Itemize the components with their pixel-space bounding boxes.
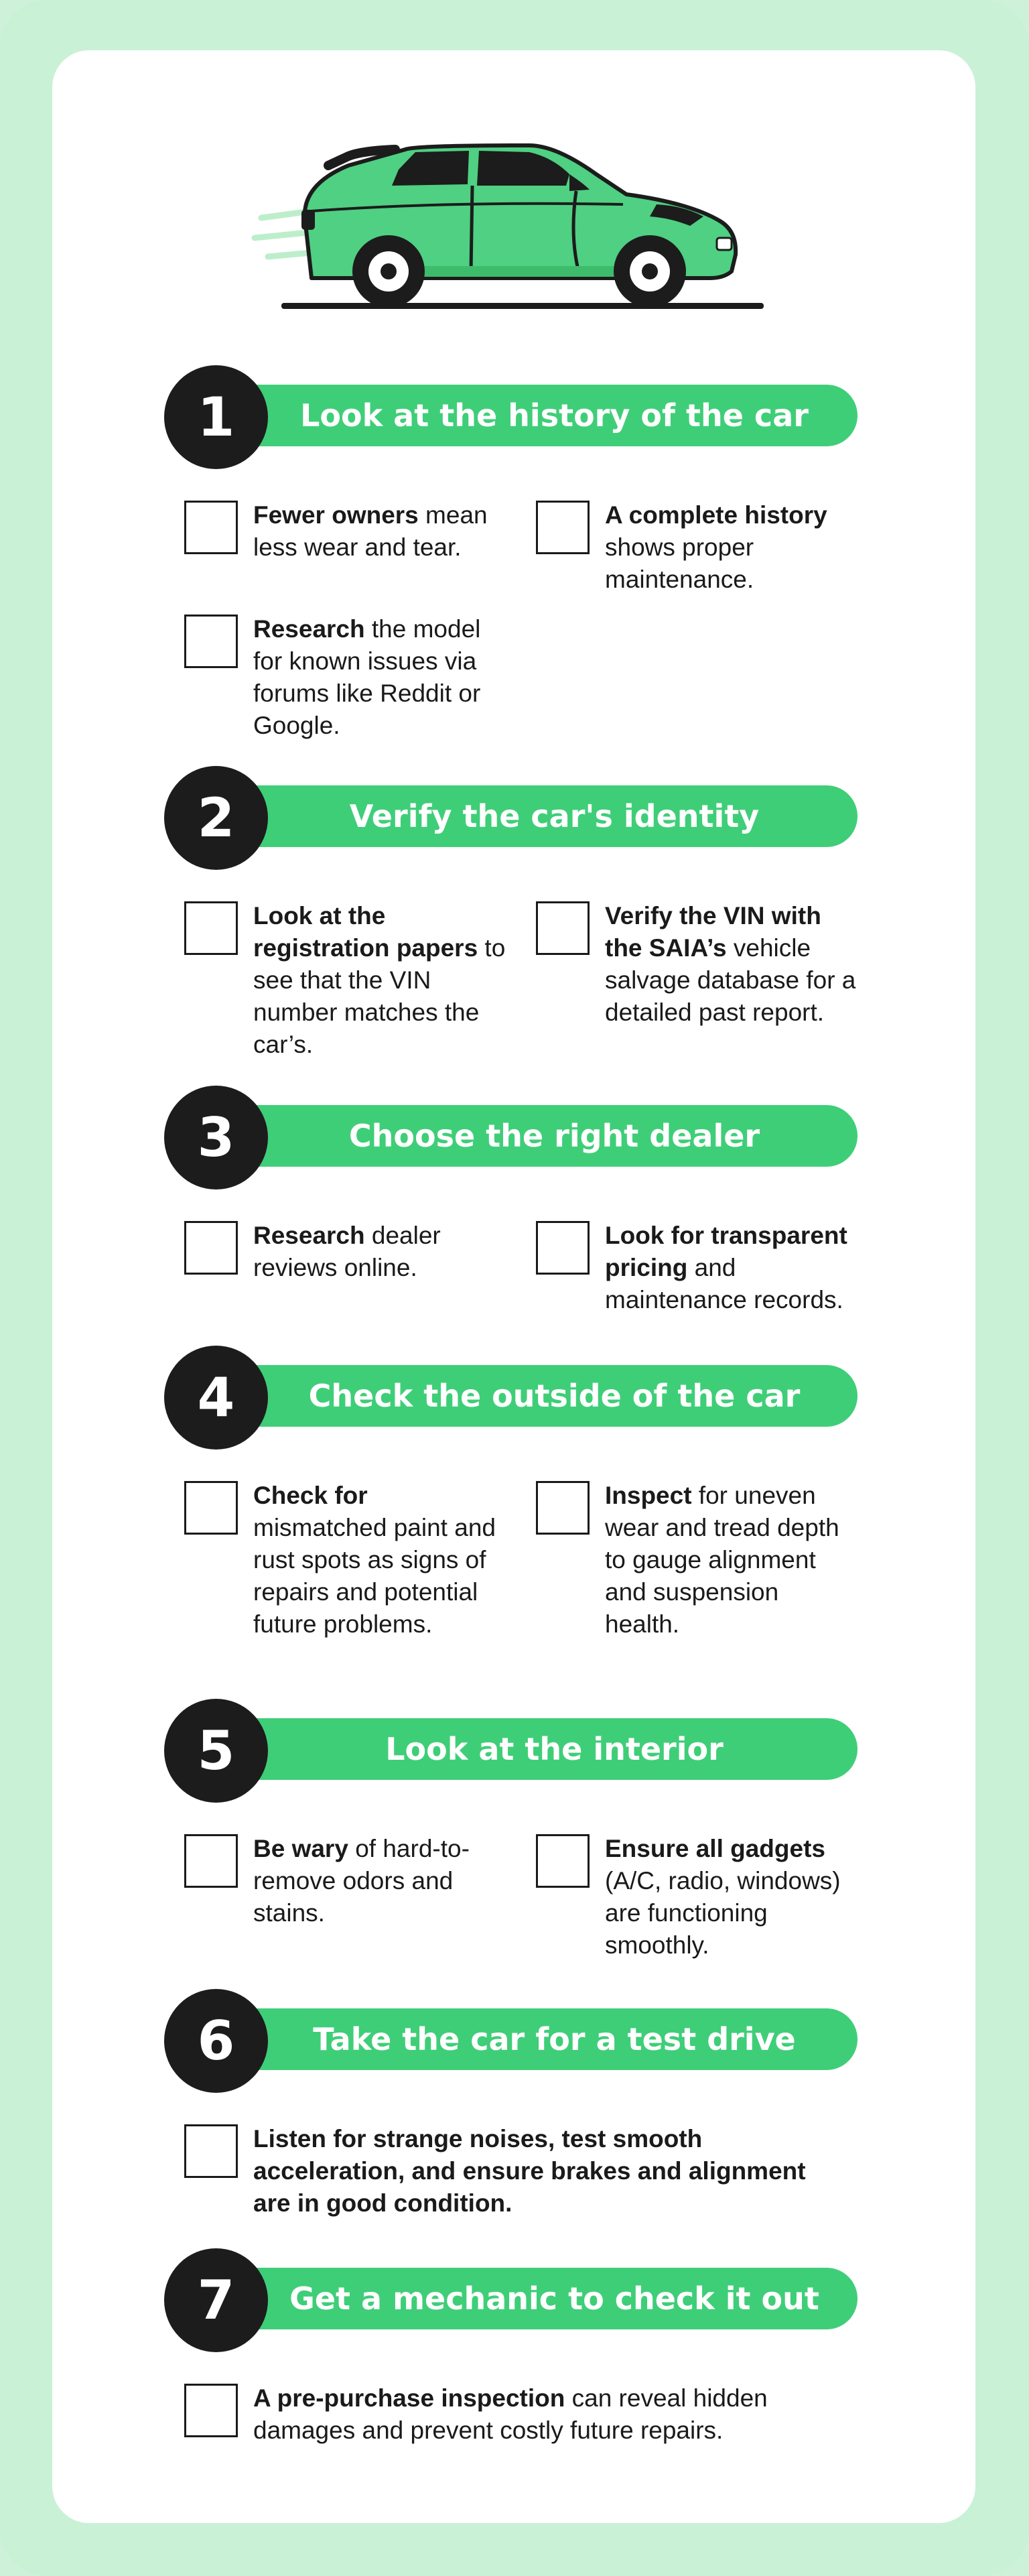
step-header [164, 1346, 858, 1446]
item-text: Ensure all gadgets (A/C, radio, windows) are functioning smoothly. [605, 1835, 841, 1959]
step-header [164, 1086, 858, 1186]
step-title: Get a mechanic to check it out [289, 2280, 819, 2317]
item-text: Look for transparent pricing and maintenance records. [605, 1222, 847, 1313]
checkbox[interactable] [184, 501, 238, 554]
step-header [164, 1699, 858, 1799]
step-title: Choose the right dealer [348, 1118, 760, 1154]
checkbox[interactable] [184, 1834, 238, 1888]
step-1 [164, 365, 858, 739]
step-header [164, 2248, 858, 2349]
step-2 [164, 766, 858, 1058]
step-title: Look at the history of the car [300, 397, 809, 434]
step-number-badge: 6 [164, 1989, 268, 2093]
item-text: Check for mismatched paint and rust spots as signs of repairs and potential future problems. [253, 1482, 496, 1638]
item-text: Research the model for known issues via forums like Reddit or Google. [253, 615, 481, 739]
checkbox[interactable] [536, 501, 590, 554]
checkbox[interactable] [536, 1834, 590, 1888]
step-header [164, 766, 858, 866]
item-text: A pre-purchase inspection can reveal hidden damages and prevent costly future repairs. [253, 2384, 768, 2444]
checkbox[interactable] [536, 1481, 590, 1535]
item-text: Research dealer reviews online. [253, 1222, 441, 1281]
item-text: Listen for strange noises, test smooth acceleration, and ensure brakes and alignment are in good condition. [253, 2125, 806, 2217]
step-number-badge: 2 [164, 766, 268, 870]
step-title: Take the car for a test drive [313, 2021, 796, 2057]
checkbox[interactable] [536, 1221, 590, 1275]
step-header [164, 1989, 858, 2089]
step-number-badge: 1 [164, 365, 268, 469]
checkbox[interactable] [184, 1221, 238, 1275]
item-text: Look at the registration papers to see that the VIN number matches the car’s. [253, 902, 506, 1058]
step-3 [164, 1086, 858, 1313]
checkbox[interactable] [184, 1481, 238, 1535]
checkbox[interactable] [184, 2124, 238, 2178]
step-5 [164, 1699, 858, 1959]
step-7 [164, 2248, 858, 2444]
checkbox[interactable] [184, 615, 238, 668]
checkbox[interactable] [184, 2384, 238, 2437]
step-title: Look at the interior [385, 1731, 724, 1767]
car-icon [248, 137, 770, 318]
step-6 [164, 1989, 858, 2217]
checkbox[interactable] [536, 901, 590, 955]
checkbox[interactable] [184, 901, 238, 955]
item-text: A complete history shows proper maintenance. [605, 501, 827, 593]
step-4 [164, 1346, 858, 1638]
step-header [164, 365, 858, 466]
step-number-badge: 5 [164, 1699, 268, 1803]
item-text: Be wary of hard-to-remove odors and stains. [253, 1835, 470, 1927]
step-number-badge: 4 [164, 1346, 268, 1450]
step-title: Verify the car's identity [349, 798, 760, 834]
step-title: Check the outside of the car [308, 1378, 801, 1414]
step-number-badge: 7 [164, 2248, 268, 2352]
step-number-badge: 3 [164, 1086, 268, 1189]
item-text: Fewer owners mean less wear and tear. [253, 501, 488, 561]
item-text: Inspect for uneven wear and tread depth to gauge alignment and suspension health. [605, 1482, 839, 1638]
item-text: Verify the VIN with the SAIA’s vehicle salvage database for a detailed past report. [605, 902, 856, 1026]
